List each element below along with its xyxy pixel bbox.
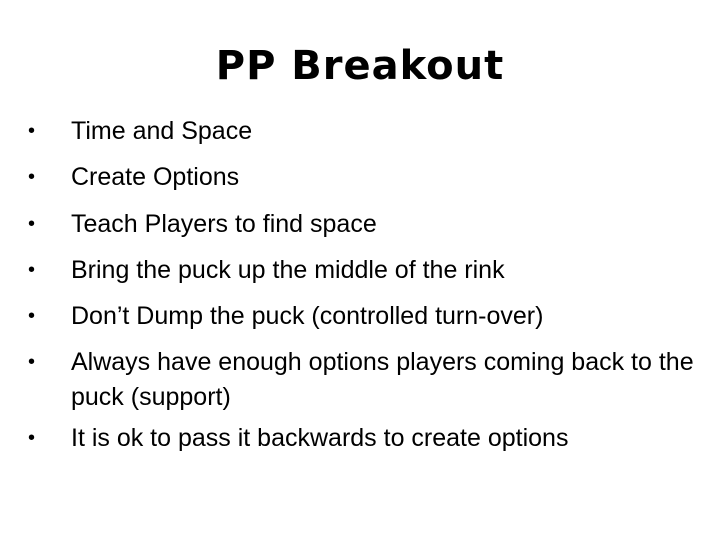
bullet-item — [28, 345, 700, 415]
bullet-item — [28, 253, 700, 288]
bullet-text: It is ok to pass it backwards to create options — [71, 424, 569, 453]
bullet-text: Don’t Dump the puck (controlled turn-over) — [71, 302, 544, 331]
bullet-text: Create Options — [71, 163, 240, 192]
bullet-icon: • — [28, 351, 36, 374]
bullet-text: Bring the puck up the middle of the rink — [71, 255, 505, 284]
bullet-item — [28, 160, 700, 195]
bullet-text: Time and Space — [71, 117, 253, 145]
bullet-item — [28, 114, 700, 149]
bullet-icon: • — [28, 305, 36, 328]
slide-title: PP Breakout — [215, 43, 505, 89]
bullet-item — [28, 207, 700, 242]
bullet-icon: • — [28, 120, 36, 142]
bullet-text: Teach Players to find space — [71, 209, 377, 238]
bullet-icon: • — [28, 258, 36, 281]
bullet-item — [28, 299, 700, 334]
bullet-icon: • — [28, 166, 36, 189]
bullet-icon: • — [28, 212, 36, 235]
bullet-icon: • — [28, 427, 36, 450]
bullet-list — [28, 114, 700, 468]
bullet-item — [28, 421, 700, 456]
bullet-text: Always have enough options players coming back to the puck (support) — [71, 348, 694, 412]
